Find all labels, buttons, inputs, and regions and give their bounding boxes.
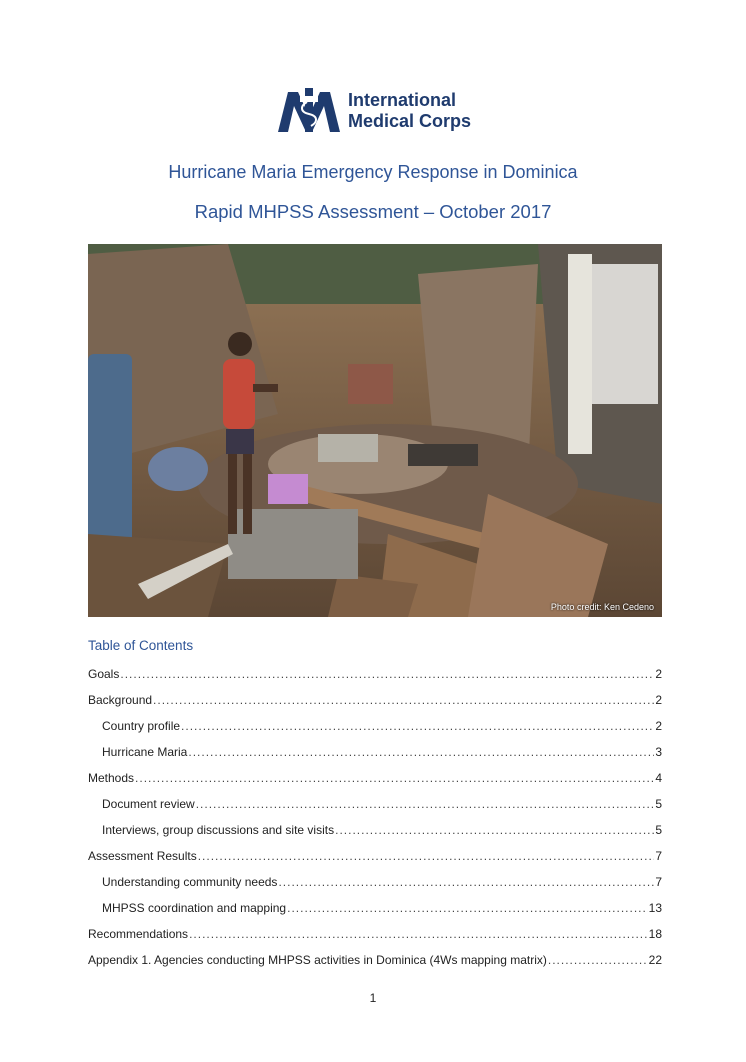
toc-entry-label: MHPSS coordination and mapping <box>102 901 287 915</box>
toc-entry-page: 2 <box>655 667 662 681</box>
toc-entry[interactable] <box>88 771 662 797</box>
toc-entry-label: Methods <box>88 771 135 785</box>
toc-leader-dots <box>189 927 648 941</box>
toc-entry-page: 18 <box>648 927 662 941</box>
toc-leader-dots <box>120 667 654 681</box>
toc-entry-page: 7 <box>655 849 662 863</box>
toc-entry-label: Document review <box>102 797 195 811</box>
toc-leader-dots <box>188 745 654 759</box>
toc-entry-label: Country profile <box>102 719 181 733</box>
toc-entry-page: 2 <box>655 693 662 707</box>
page-number: 1 <box>369 991 377 1005</box>
toc-entry-page: 7 <box>655 875 662 889</box>
toc-entry[interactable] <box>88 823 662 849</box>
toc-heading: Table of Contents <box>88 638 194 653</box>
toc-leader-dots <box>287 901 648 915</box>
toc-entry-page: 22 <box>648 953 662 967</box>
toc-leader-dots <box>198 849 655 863</box>
toc-entry-label: Interviews, group discussions and site visits <box>102 823 335 837</box>
toc-entry[interactable] <box>88 875 662 901</box>
toc-entry-label: Understanding community needs <box>102 875 278 889</box>
toc-entry[interactable] <box>88 953 662 979</box>
photo-credit: Photo credit: Ken Cedeno <box>550 602 654 612</box>
toc-entry[interactable] <box>88 901 662 927</box>
toc-entry-label: Recommendations <box>88 927 189 941</box>
toc-entry[interactable] <box>88 927 662 953</box>
logo-wordmark <box>348 90 471 132</box>
logo-line-2: Medical Corps <box>348 111 472 131</box>
document-subtitle: Rapid MHPSS Assessment – October 2017 <box>194 201 552 222</box>
imc-logo-icon <box>274 86 344 136</box>
toc-entry[interactable] <box>88 667 662 693</box>
toc-entry-label: Background <box>88 693 153 707</box>
toc-entry-label: Assessment Results <box>88 849 197 863</box>
toc-entry-page: 13 <box>648 901 662 915</box>
toc-entry-page: 2 <box>655 719 662 733</box>
toc-entry-page: 4 <box>655 771 662 785</box>
toc-entry[interactable] <box>88 719 662 745</box>
toc-leader-dots <box>153 693 654 707</box>
toc-entry-page: 5 <box>655 823 662 837</box>
hurricane-damage-photo-icon <box>88 244 662 617</box>
logo-line-1: International <box>348 90 457 110</box>
toc-entry-page: 3 <box>655 745 662 759</box>
cover-photo <box>88 244 662 617</box>
toc-entry-label: Goals <box>88 667 120 681</box>
organization-logo <box>274 86 484 136</box>
toc-leader-dots <box>548 953 648 967</box>
toc-leader-dots <box>135 771 654 785</box>
toc-entry-label: Hurricane Maria <box>102 745 188 759</box>
toc-leader-dots <box>335 823 654 837</box>
document-title: Hurricane Maria Emergency Response in Dominica <box>168 162 578 182</box>
toc-leader-dots <box>181 719 654 733</box>
toc-entry[interactable] <box>88 745 662 771</box>
toc-entry[interactable] <box>88 693 662 719</box>
toc-entry-label: Appendix 1. Agencies conducting MHPSS activities in Dominica (4Ws mapping matrix) <box>88 953 547 967</box>
toc-entry[interactable] <box>88 849 662 875</box>
toc-leader-dots <box>278 875 654 889</box>
toc-entry[interactable] <box>88 797 662 823</box>
toc-entry-page: 5 <box>655 797 662 811</box>
table-of-contents <box>88 667 662 979</box>
toc-leader-dots <box>196 797 655 811</box>
